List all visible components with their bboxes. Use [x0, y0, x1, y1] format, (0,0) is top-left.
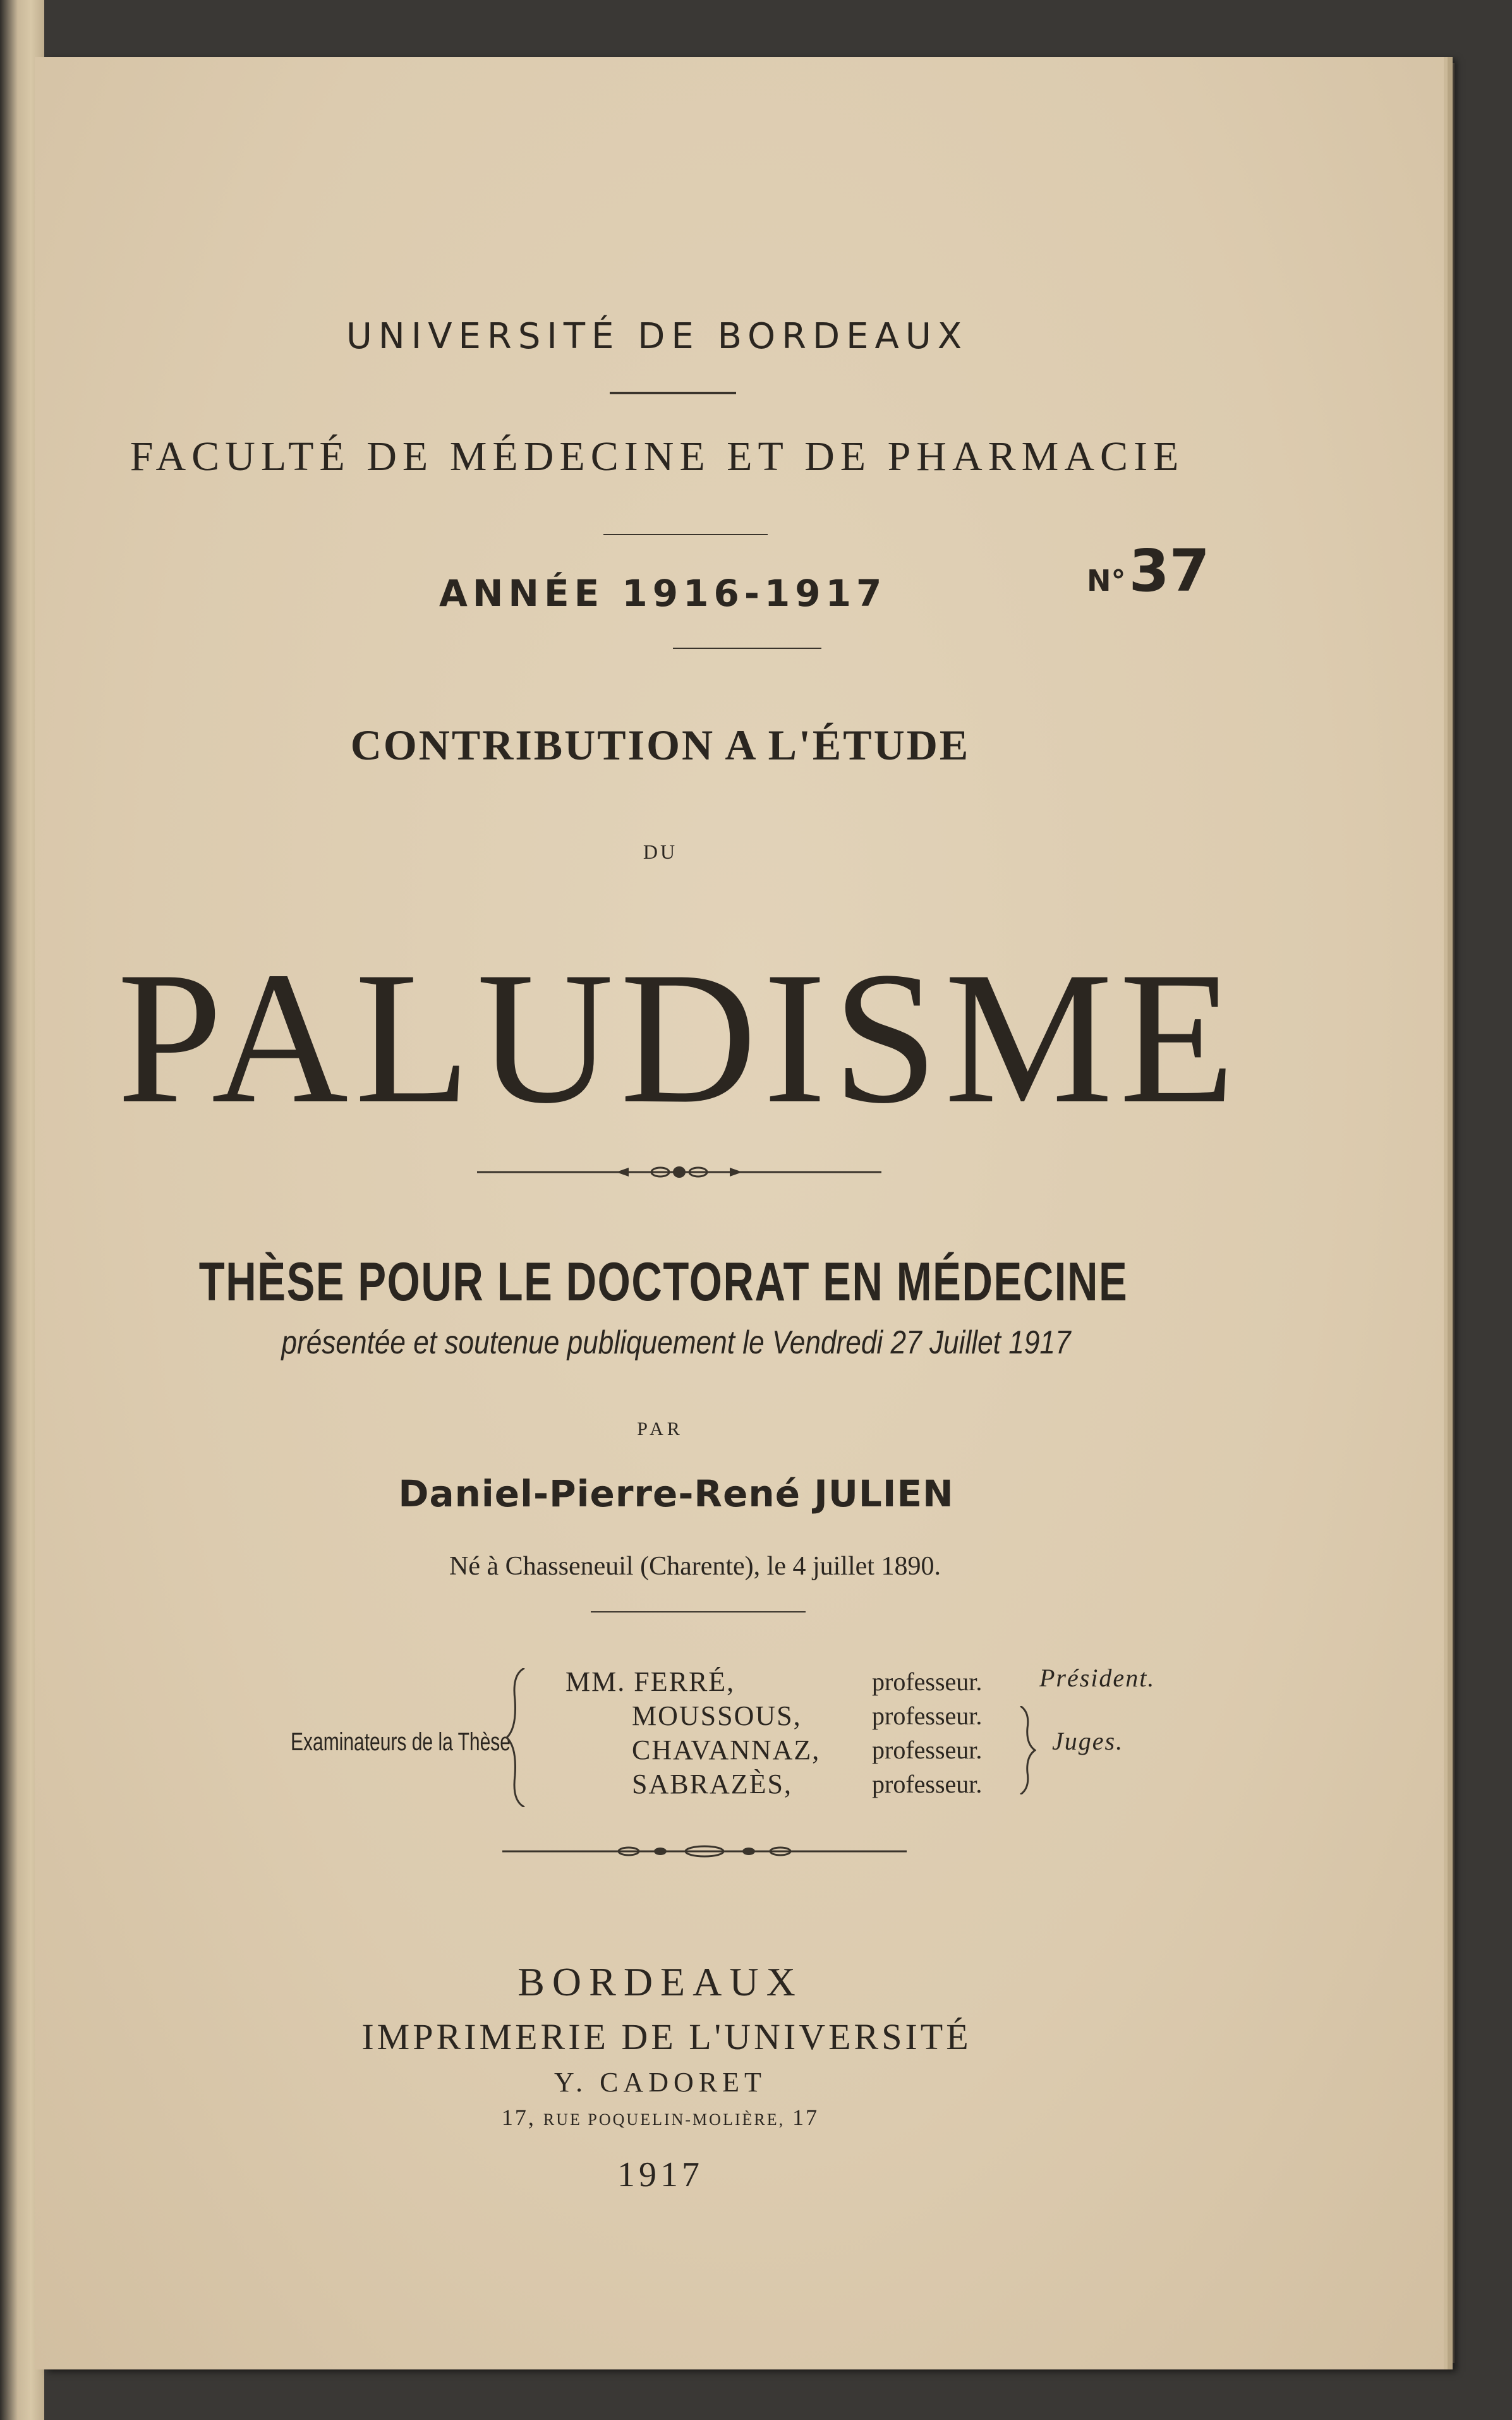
faculty-name: FACULTÉ DE MÉDECINE ET DE PHARMACIE [130, 433, 1185, 480]
number-prefix: N° [1087, 564, 1126, 598]
par-word: PAR [637, 1419, 684, 1439]
ornament-rule-1 [477, 1163, 881, 1182]
examiner-name: CHAVANNAZ, [632, 1734, 821, 1765]
birth-info: Né à Chasseneuil (Charente), le 4 juillet 1890. [449, 1552, 941, 1581]
examiner-name: MM. FERRÉ, [565, 1666, 735, 1697]
right-brace [1017, 1706, 1036, 1794]
examiners-label: Examinateurs de la Thèse [291, 1728, 511, 1756]
examiners-list [565, 1665, 820, 1801]
number-value: 37 [1128, 537, 1210, 605]
examiner-name: SABRAZÈS, [632, 1769, 792, 1800]
presentation-date: présentée et soutenue publiquement le Vendredi 27 Juillet 1917 [281, 1324, 1071, 1361]
examiner-roles [872, 1665, 982, 1801]
divider-2 [603, 534, 768, 535]
imprint-name: Y. CADORET [554, 2067, 766, 2098]
main-title: PALUDISME [117, 933, 1242, 1142]
thesis-number [1087, 537, 1210, 605]
examiner-role: professeur. [872, 1736, 983, 1764]
contribution-heading: CONTRIBUTION A L'ÉTUDE [350, 721, 971, 769]
address-street: RUE POQUELIN-MOLIÈRE, [543, 2110, 785, 2129]
imprint-year: 1917 [617, 2155, 703, 2194]
university-name: UNIVERSITÉ DE BORDEAUX [346, 316, 969, 357]
academic-year: ANNÉE 1916-1917 [439, 572, 887, 615]
ornament-rule-2 [502, 1842, 907, 1861]
address-number: 17, [501, 2105, 536, 2130]
divider-4 [591, 1611, 806, 1612]
imprint-city: BORDEAUX [517, 1959, 803, 2004]
examiner-name: MOUSSOUS, [632, 1700, 802, 1731]
address-number-end: 17 [792, 2105, 820, 2130]
left-brace [505, 1668, 531, 1807]
divider-3 [673, 648, 821, 649]
president-label: Président. [1039, 1664, 1156, 1692]
examiner-role: professeur. [872, 1702, 983, 1730]
divider-1 [610, 392, 736, 394]
title-page [35, 57, 1444, 2369]
examiner-role: professeur. [872, 1770, 983, 1798]
imprint-printer: IMPRIMERIE DE L'UNIVERSITÉ [361, 2016, 972, 2057]
thesis-type: THÈSE POUR LE DOCTORAT EN MÉDECINE [198, 1252, 1128, 1312]
du-word: DU [643, 840, 678, 863]
examiner-role: professeur. [872, 1667, 983, 1696]
judges-label: Juges. [1052, 1727, 1124, 1755]
imprint-address [0, 2104, 1365, 2131]
author-name: Daniel-Pierre-René JULIEN [398, 1472, 954, 1515]
